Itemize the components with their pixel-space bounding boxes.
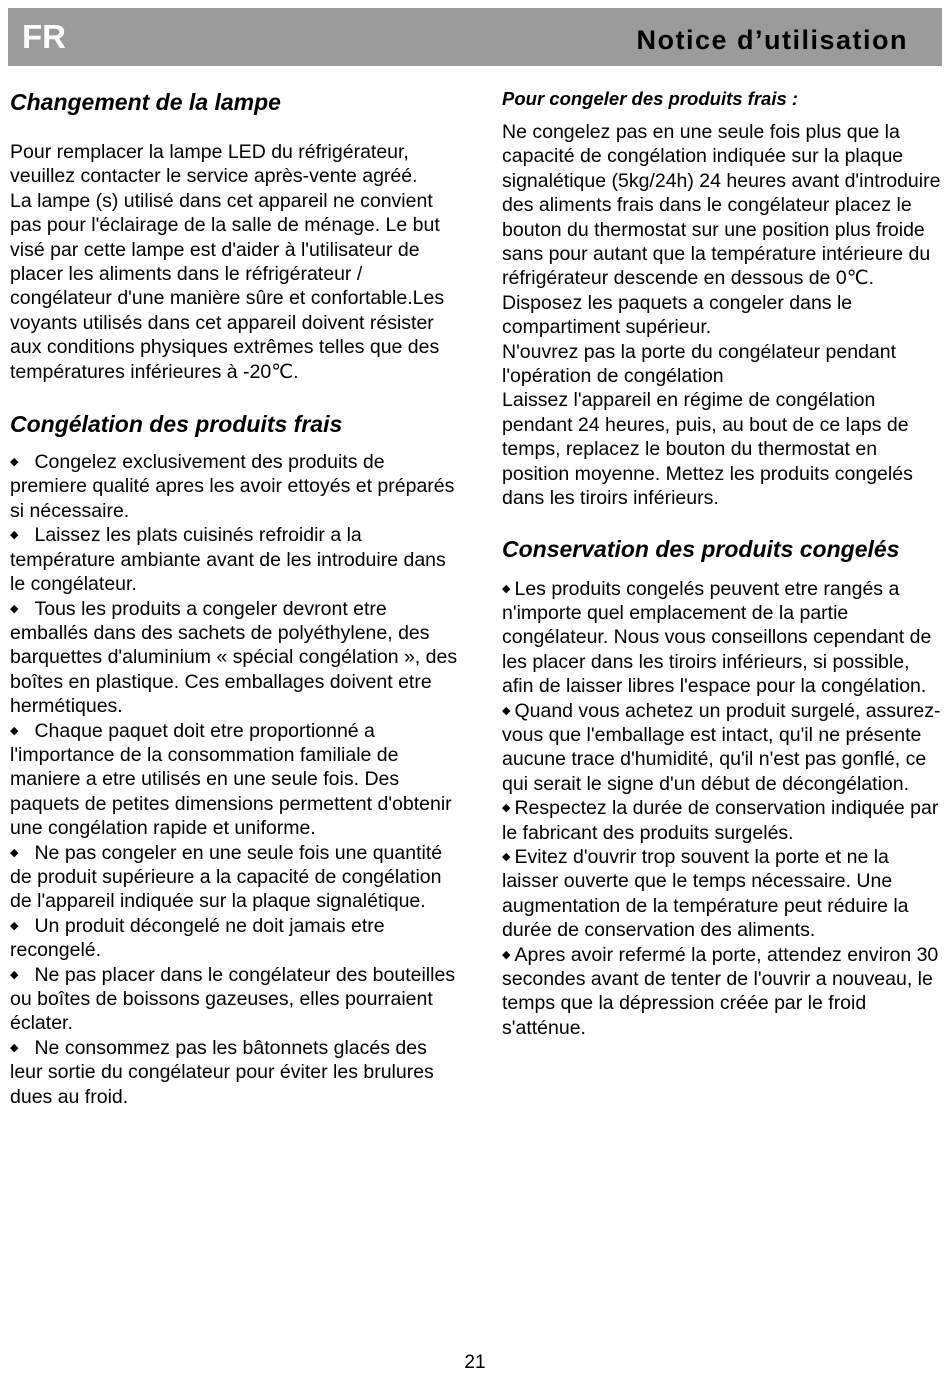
diamond-bullet-icon: ◆ bbox=[502, 850, 511, 863]
diamond-bullet-icon: ◆ bbox=[10, 1041, 19, 1054]
fresh-paragraph-1: Ne congelez pas en une seule fois plus que la capacité de congélation indiquée sur la plaque signalétique (5kg/24h) 24 heures avant d'introduire des aliments frais dans le congélateur placez le bouton du thermostat sur une position plus froide sans pour autant que la température intérieure du réfrigérateur descende en dessous de 0℃. bbox=[502, 121, 941, 290]
diamond-bullet-icon: ◆ bbox=[10, 919, 19, 932]
page-number: 21 bbox=[464, 1352, 486, 1373]
diamond-bullet-icon: ◆ bbox=[10, 602, 19, 615]
lamp-paragraph-1: Pour remplacer la lampe LED du réfrigérateur, veuillez contacter le service après-vente agréé. bbox=[10, 141, 418, 188]
storage-list-item bbox=[502, 699, 942, 797]
storage-list-item bbox=[502, 796, 942, 845]
fresh-paragraph-2: Disposez les paquets a congeler dans le compartiment supérieur. bbox=[502, 291, 853, 339]
storage-list-item bbox=[502, 845, 942, 943]
freezing-item-text: Chaque paquet doit etre proportionné a l'importance de la consommation familiale de maniere a etre utilisés en une seule fois. Des paquets de petites dimensions permettent d'obtenir une congélation rapide et uniforme. bbox=[10, 719, 452, 840]
freezing-list-item bbox=[10, 523, 460, 596]
freezing-item-text: Congelez exclusivement des produits de premiere qualité apres les avoir ettoyés et préparés si nécessaire. bbox=[10, 451, 455, 522]
diamond-bullet-icon: ◆ bbox=[502, 704, 511, 717]
freezing-list-item bbox=[10, 597, 460, 719]
freezing-list-item bbox=[10, 1036, 460, 1109]
storage-item-text: Respectez la durée de conservation indiquée par le fabricant des produits surgelés. bbox=[502, 797, 939, 844]
section-heading-lamp: Changement de la lampe bbox=[10, 89, 281, 115]
right-column bbox=[502, 88, 942, 1040]
language-code: FR bbox=[22, 18, 66, 55]
document-title: Notice d’utilisation bbox=[636, 25, 908, 55]
lamp-paragraph-2: La lampe (s) utilisé dans cet appareil ne convient pas pour l'éclairage de la salle de ménage. Le but visé par cette lampe est d'aider à l'utilisateur de placer les aliments dans le réfrigérateur / congélateur d'une manière sûre et confortable.Les voyants utilisés dans cet appareil doivent résister aux conditions physiques extrêmes telles que des températures inférieures à -20℃. bbox=[10, 189, 445, 383]
freezing-list-item bbox=[10, 914, 460, 963]
diamond-bullet-icon: ◆ bbox=[502, 802, 511, 815]
storage-item-text: Apres avoir refermé la porte, attendez environ 30 secondes avant de tenter de l'ouvrir a nouveau, le temps que la dépression créée par le froid s'atténue. bbox=[502, 943, 939, 1039]
freezing-item-text: Laissez les plats cuisinés refroidir a la température ambiante avant de les introduire dans le congélateur. bbox=[10, 524, 446, 596]
freezing-list-item bbox=[10, 450, 460, 523]
freezing-item-text: Ne pas placer dans le congélateur des bouteilles ou boîtes de boissons gazeuses, elles pourraient éclater. bbox=[10, 963, 456, 1035]
header-bar bbox=[8, 8, 942, 66]
left-column bbox=[10, 88, 460, 1109]
diamond-bullet-icon: ◆ bbox=[10, 968, 19, 981]
fresh-paragraph-3: N'ouvrez pas la porte du congélateur pendant l'opération de congélation bbox=[502, 340, 896, 388]
freezing-item-text: Ne consommez pas les bâtonnets glacés des leur sortie du congélateur pour éviter les brulures dues au froid. bbox=[10, 1036, 434, 1108]
diamond-bullet-icon: ◆ bbox=[10, 846, 19, 859]
section-heading-storage: Conservation des produits congelés bbox=[502, 535, 900, 562]
freezing-item-text: Ne pas congeler en une seule fois une quantité de produit supérieure a la capacité de congélation de l'appareil indiquée sur la plaque signalétique. bbox=[10, 841, 443, 913]
freezing-list-item bbox=[10, 963, 460, 1036]
storage-list-item bbox=[502, 943, 942, 1041]
freezing-list-item bbox=[10, 719, 460, 841]
storage-item-text: Quand vous achetez un produit surgelé, assurez-vous que l'emballage est intact, qu'il ne présente aucune trace d'humidité, qu'il n'est pas gonflé, ce qui serait le signe d'un début de décongélation. bbox=[502, 699, 941, 795]
diamond-bullet-icon: ◆ bbox=[10, 529, 19, 542]
freezing-item-text: Un produit décongelé ne doit jamais etre recongelé. bbox=[10, 914, 385, 962]
section-heading-fresh: Pour congeler des produits frais : bbox=[502, 88, 799, 109]
storage-item-text: Evitez d'ouvrir trop souvent la porte et ne la laisser ouverte que le temps nécessaire. Une augmentation de la température peut réduire la durée de conservation des aliments. bbox=[502, 845, 909, 942]
storage-list-item bbox=[502, 577, 942, 699]
freezing-item-text: Tous les produits a congeler devront etre emballés dans des sachets de polyéthylene, des barquettes d'aluminium « spécial congélation », des boîtes en plastique. Ces emballages doivent etre hermétiques. bbox=[10, 597, 458, 718]
freezing-list-item bbox=[10, 841, 460, 914]
section-heading-freezing: Congélation des produits frais bbox=[10, 411, 343, 438]
fresh-paragraph-4: Laissez l'appareil en régime de congélation pendant 24 heures, puis, au bout de ce laps de temps, replacez le bouton du thermostat en position moyenne. Mettez les produits congelés dans les tiroirs inférieurs. bbox=[502, 389, 913, 510]
diamond-bullet-icon: ◆ bbox=[502, 948, 511, 961]
diamond-bullet-icon: ◆ bbox=[502, 582, 511, 595]
diamond-bullet-icon: ◆ bbox=[10, 724, 19, 737]
storage-item-text: Les produits congelés peuvent etre rangés a n'importe quel emplacement de la partie congélateur. Nous vous conseillons cependant de les placer dans les tiroirs inférieurs, si possible, afin de laisser libres l'espace pour la congélation. bbox=[502, 577, 932, 698]
diamond-bullet-icon: ◆ bbox=[10, 456, 19, 469]
